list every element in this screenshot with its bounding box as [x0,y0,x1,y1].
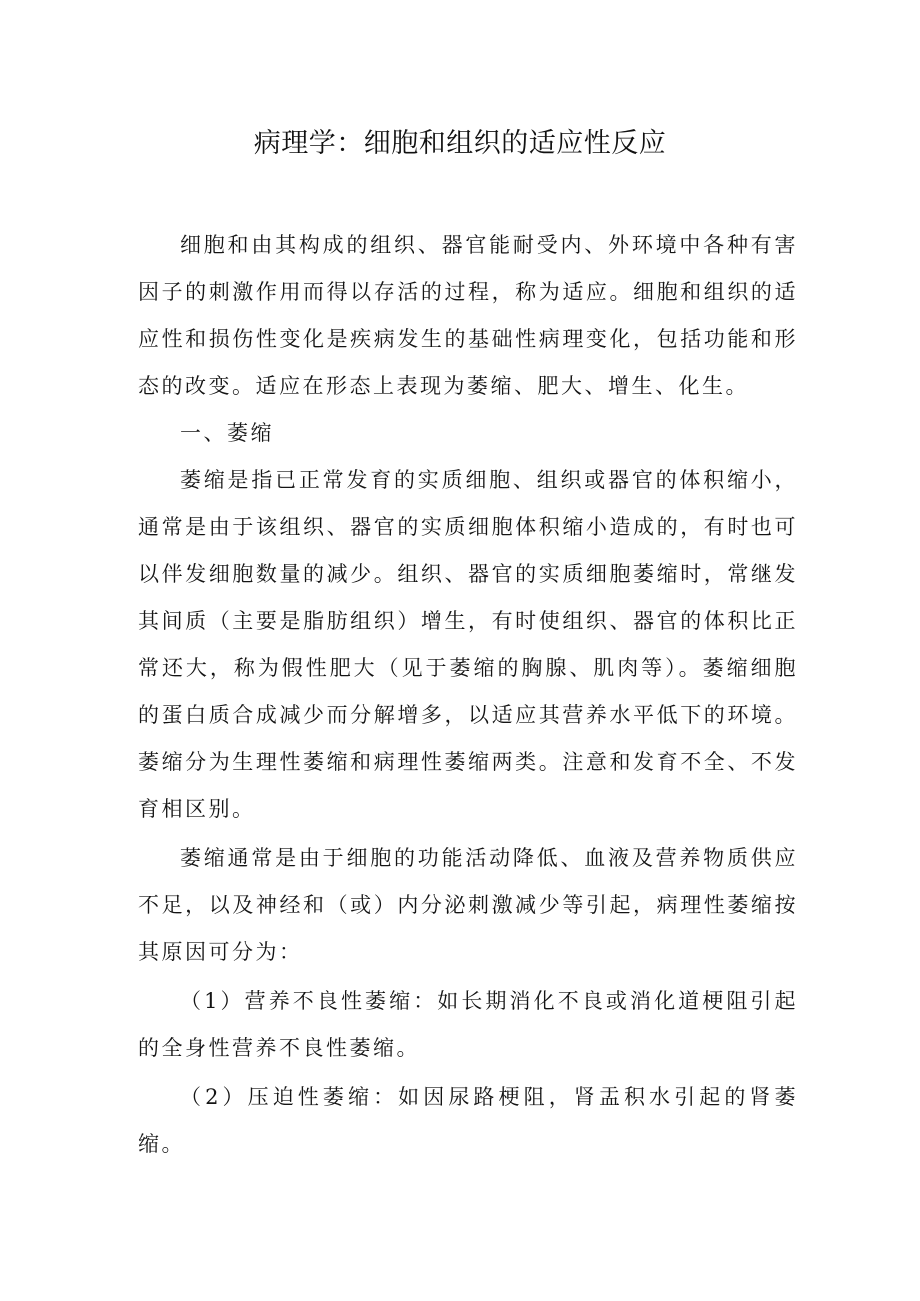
atrophy-causes-paragraph: 萎缩通常是由于细胞的功能活动降低、血液及营养物质供应不足，以及神经和（或）内分泌刺激减少等引起，病理性萎缩按其原因可分为： [138,846,798,964]
atrophy-definition-paragraph: 萎缩是指已正常发育的实质细胞、组织或器官的体积缩小，通常是由于该组织、器官的实质细胞体积缩小造成的，有时也可以伴发细胞数量的减少。组织、器官的实质细胞萎缩时，常继发其间质（主要是脂肪组织）增生，有时使组织、器官的体积比正常还大，称为假性肥大（见于萎缩的胸腺、肌肉等）。萎缩细胞的蛋白质合成减少而分解增多，以适应其营养水平低下的环境。萎缩分为生理性萎缩和病理性萎缩两类。注意和发育不全、不发育相区别。 [138,468,798,821]
document-body [138,222,798,1168]
list-item-nutritional-atrophy: （1）营养不良性萎缩：如长期消化不良或消化道梗阻引起的全身性营养不良性萎缩。 [138,989,798,1060]
intro-paragraph: 细胞和由其构成的组织、器官能耐受内、外环境中各种有害因子的刺激作用而得以存活的过程，称为适应。细胞和组织的适应性和损伤性变化是疾病发生的基础性病理变化，包括功能和形态的改变。适应在形态上表现为萎缩、肥大、增生、化生。 [138,233,798,398]
list-item-pressure-atrophy: （2）压迫性萎缩：如因尿路梗阻，肾盂积水引起的肾萎缩。 [138,1085,798,1156]
document-title: 病理学：细胞和组织的适应性反应 [253,128,667,159]
section-heading-atrophy: 一、萎缩 [180,421,274,445]
